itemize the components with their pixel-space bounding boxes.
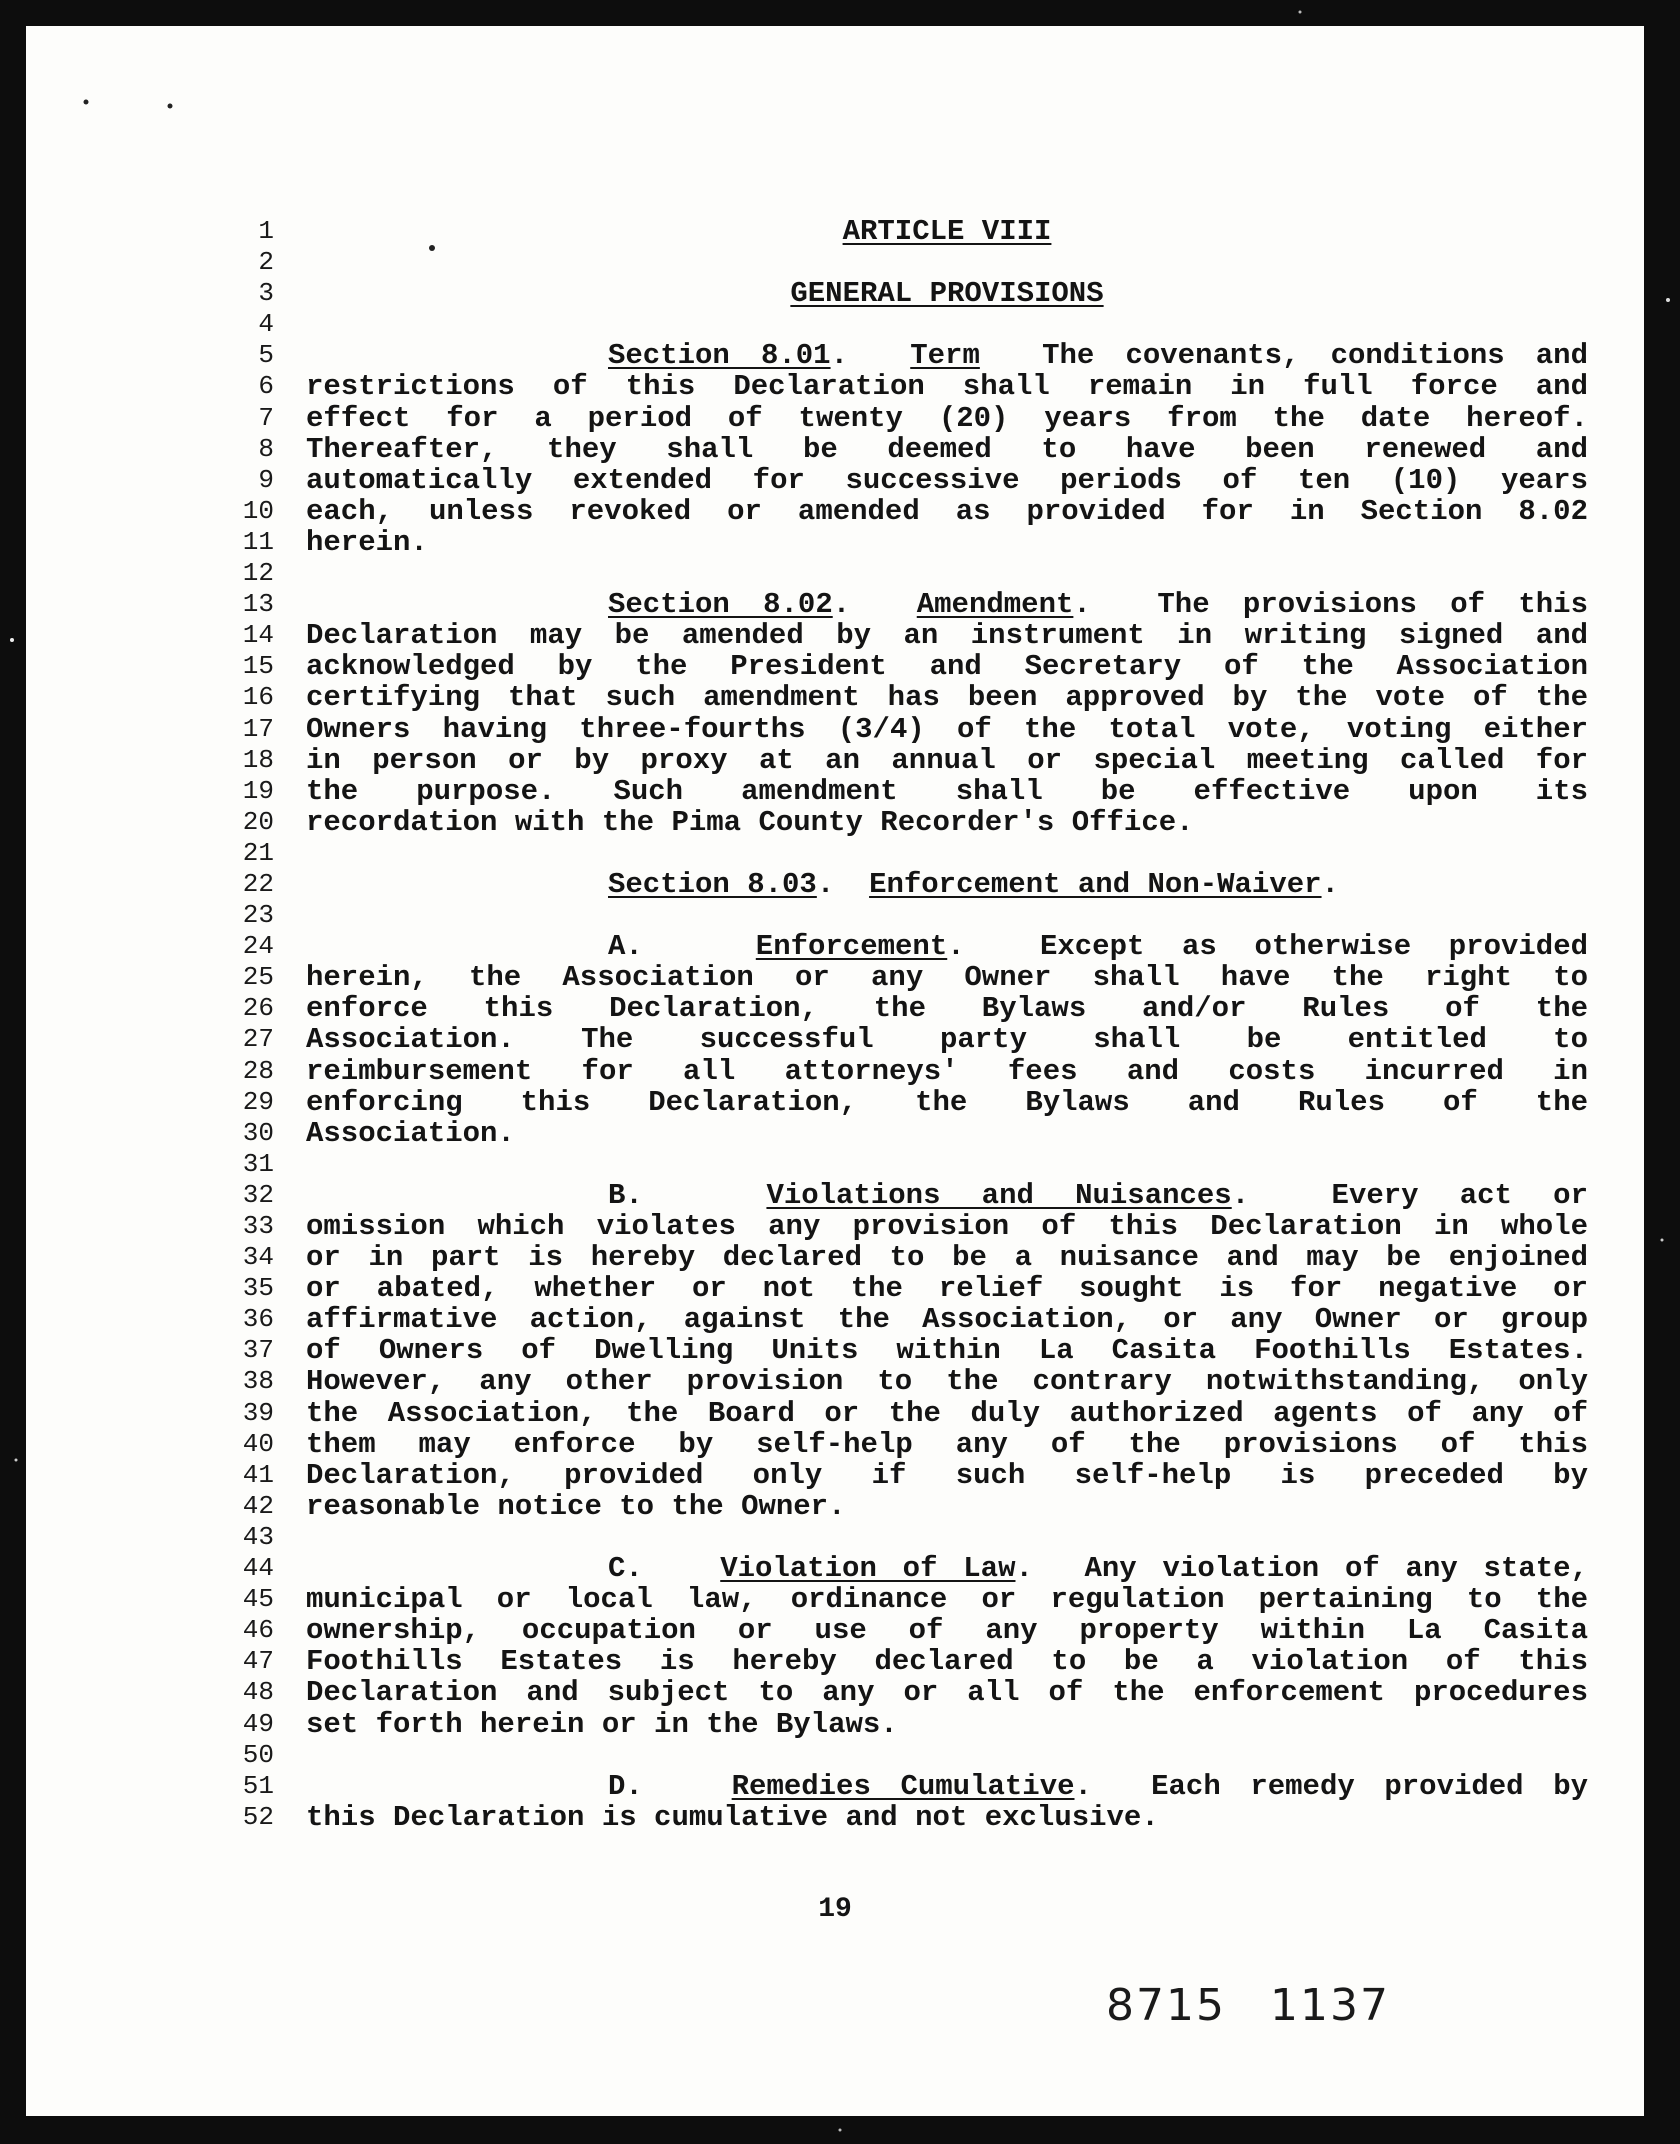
line-number: 38 — [242, 1366, 274, 1397]
line-number: 9 — [258, 464, 274, 495]
line-5 — [26, 340, 1644, 371]
text-line: affirmative action, against the Association, or any Owner or group — [306, 1303, 1588, 1337]
subsection-b-first-line: B. Violations and Nuisances. Every act or — [608, 1178, 1588, 1212]
line-number: 24 — [242, 931, 274, 962]
text-line: reimbursement for all attorneys' fees and costs incurred in — [306, 1054, 1588, 1088]
line-6 — [26, 371, 1644, 402]
line-number: 6 — [258, 371, 274, 402]
line-1 — [26, 216, 1644, 247]
section-number: Section 8.01 — [608, 339, 831, 373]
line-46 — [26, 1615, 1644, 1646]
line-number: 49 — [242, 1708, 274, 1739]
line-number: 41 — [242, 1459, 274, 1490]
text-line: Owners having three-fourths (3/4) of the total vote, voting either — [306, 712, 1588, 746]
line-number: 12 — [242, 558, 274, 589]
line-13 — [26, 589, 1644, 620]
line-3 — [26, 278, 1644, 309]
text-line: certifying that such amendment has been approved by the vote of the — [306, 681, 1588, 715]
line-9 — [26, 465, 1644, 496]
page-number: 19 — [818, 1894, 852, 1925]
line-48 — [26, 1677, 1644, 1708]
line-11 — [26, 527, 1644, 558]
line-number: 44 — [242, 1553, 274, 1584]
line-number: 23 — [242, 900, 274, 931]
line-number: 15 — [242, 651, 274, 682]
line-31 — [26, 1149, 1644, 1180]
text-line: in person or by proxy at an annual or special meeting called for — [306, 743, 1588, 777]
line-7 — [26, 403, 1644, 434]
line-number: 45 — [242, 1584, 274, 1615]
line-number: 35 — [242, 1273, 274, 1304]
line-number: 11 — [242, 526, 274, 557]
line-number: 22 — [242, 868, 274, 899]
line-21 — [26, 838, 1644, 869]
text-line: restrictions of this Declaration shall remain in full force and — [306, 370, 1588, 404]
line-number: 19 — [242, 775, 274, 806]
subsection-c-first-line: C. Violation of Law. Any violation of any state, — [608, 1552, 1588, 1586]
line-number: 16 — [242, 682, 274, 713]
text-line: enforcing this Declaration, the Bylaws and Rules of the — [306, 1085, 1588, 1119]
text-line: Association. — [306, 1116, 515, 1150]
line-42 — [26, 1491, 1644, 1522]
line-34 — [26, 1242, 1644, 1273]
line-number: 52 — [242, 1801, 274, 1832]
text-line: ownership, occupation or use of any property within La Casita — [306, 1614, 1588, 1648]
line-49 — [26, 1709, 1644, 1740]
line-2 — [26, 247, 1644, 278]
line-41 — [26, 1460, 1644, 1491]
line-number: 48 — [242, 1677, 274, 1708]
line-38 — [26, 1366, 1644, 1397]
line-number: 3 — [258, 278, 274, 309]
text-line: Declaration may be amended by an instrument in writing signed and — [306, 619, 1588, 653]
line-32 — [26, 1180, 1644, 1211]
line-number: 37 — [242, 1335, 274, 1366]
line-33 — [26, 1211, 1644, 1242]
line-47 — [26, 1646, 1644, 1677]
section-801-first-line: Section 8.01. Term The covenants, conditions and — [608, 339, 1588, 373]
subsection-a-first-line: A. Enforcement. Except as otherwise provided — [608, 930, 1588, 964]
section-title: Amendment — [916, 588, 1074, 622]
line-number: 42 — [242, 1490, 274, 1521]
text-line: Thereafter, they shall be deemed to have been renewed and — [306, 432, 1588, 466]
line-number: 26 — [242, 993, 274, 1024]
line-number: 27 — [242, 1024, 274, 1055]
text-line: Declaration, provided only if such self-help is preceded by — [306, 1458, 1588, 1492]
text-line: effect for a period of twenty (20) years from the date hereof. — [306, 401, 1588, 435]
line-number: 33 — [242, 1211, 274, 1241]
line-number: 8 — [258, 433, 274, 464]
line-number: 34 — [242, 1242, 274, 1273]
line-45 — [26, 1584, 1644, 1615]
line-number: 21 — [242, 837, 274, 868]
document-page — [26, 26, 1644, 2116]
line-19 — [26, 776, 1644, 807]
line-52 — [26, 1802, 1644, 1833]
line-number: 13 — [242, 589, 274, 620]
text-line: herein, the Association or any Owner shall have the right to — [306, 961, 1588, 995]
line-number: 46 — [242, 1615, 274, 1646]
subsection-title: Enforcement — [755, 930, 948, 964]
section-number: Section 8.03 — [608, 867, 817, 901]
text-line: or in part is hereby declared to be a nuisance and may be enjoined — [306, 1241, 1588, 1275]
line-36 — [26, 1304, 1644, 1335]
line-number: 10 — [242, 495, 274, 526]
subsection-title: Remedies Cumulative — [731, 1769, 1075, 1803]
line-number: 47 — [242, 1646, 274, 1677]
line-25 — [26, 962, 1644, 993]
line-12 — [26, 558, 1644, 589]
line-number: 43 — [242, 1521, 274, 1552]
line-20 — [26, 807, 1644, 838]
text-line: recordation with the Pima County Recorder's Office. — [306, 805, 1194, 839]
text-line: this Declaration is cumulative and not exclusive. — [306, 1800, 1159, 1834]
line-number: 31 — [242, 1148, 274, 1179]
section-title: Term — [910, 339, 980, 373]
line-14 — [26, 620, 1644, 651]
line-37 — [26, 1335, 1644, 1366]
section-802-first-line: Section 8.02. Amendment. The provisions of this — [608, 588, 1588, 622]
line-44 — [26, 1553, 1644, 1584]
line-number: 20 — [242, 806, 274, 837]
line-number: 50 — [242, 1739, 274, 1770]
subsection-title: Violation of Law — [720, 1552, 1016, 1586]
line-15 — [26, 651, 1644, 682]
line-number: 51 — [242, 1770, 274, 1801]
line-number: 30 — [242, 1117, 274, 1148]
document-body — [26, 216, 1644, 1833]
line-number: 25 — [242, 962, 274, 993]
line-24 — [26, 931, 1644, 962]
line-number: 2 — [258, 247, 274, 278]
line-51 — [26, 1771, 1644, 1802]
section-number: Section 8.02 — [608, 588, 833, 622]
text-line: or abated, whether or not the relief sought is for negative or — [306, 1272, 1588, 1306]
text-line: each, unless revoked or amended as provided for in Section 8.02 — [306, 494, 1588, 528]
line-number: 14 — [242, 620, 274, 651]
line-30 — [26, 1118, 1644, 1149]
text-line: municipal or local law, ordinance or regulation pertaining to the — [306, 1583, 1588, 1617]
line-43 — [26, 1522, 1644, 1553]
text-line: the purpose. Such amendment shall be effective upon its — [306, 774, 1588, 808]
line-number: 28 — [242, 1055, 274, 1086]
text-line: Foothills Estates is hereby declared to be a violation of this — [306, 1645, 1588, 1679]
line-50 — [26, 1740, 1644, 1771]
line-number: 39 — [242, 1397, 274, 1428]
line-10 — [26, 496, 1644, 527]
line-number: 7 — [258, 402, 274, 433]
line-number: 17 — [242, 713, 274, 744]
text-line: automatically extended for successive periods of ten (10) years — [306, 463, 1588, 497]
article-subheading: GENERAL PROVISIONS — [790, 277, 1104, 311]
line-number: 4 — [258, 309, 274, 340]
section-803-heading: Section 8.03. Enforcement and Non-Waiver. — [608, 867, 1339, 901]
text-line: of Owners of Dwelling Units within La Casita Foothills Estates. — [306, 1334, 1588, 1368]
line-29 — [26, 1087, 1644, 1118]
text-line: reasonable notice to the Owner. — [306, 1489, 846, 1523]
line-number: 36 — [242, 1304, 274, 1335]
line-number: 29 — [242, 1086, 274, 1117]
document-number: 8715 1137 — [1106, 1980, 1390, 2031]
line-22 — [26, 869, 1644, 900]
line-26 — [26, 993, 1644, 1024]
text-line: acknowledged by the President and Secretary of the Association — [306, 650, 1588, 684]
text-line: enforce this Declaration, the Bylaws and/or Rules of the — [306, 992, 1588, 1026]
text-line: However, any other provision to the contrary notwithstanding, only — [306, 1365, 1588, 1399]
line-39 — [26, 1398, 1644, 1429]
text-line: set forth herein or in the Bylaws. — [306, 1707, 898, 1741]
line-35 — [26, 1273, 1644, 1304]
line-4 — [26, 309, 1644, 340]
text-line: them may enforce by self-help any of the provisions of this — [306, 1427, 1588, 1461]
subsection-d-first-line: D. Remedies Cumulative. Each remedy provided by — [608, 1769, 1588, 1803]
subsection-title: Violations and Nuisances — [766, 1178, 1232, 1212]
article-heading: ARTICLE VIII — [842, 215, 1052, 248]
line-23 — [26, 900, 1644, 931]
text-line: Declaration and subject to any or all of the enforcement procedures — [306, 1676, 1588, 1710]
line-40 — [26, 1429, 1644, 1460]
line-17 — [26, 714, 1644, 745]
text-line: herein. — [306, 525, 428, 559]
text-line: the Association, the Board or the duly authorized agents of any of — [306, 1396, 1588, 1430]
line-number: 18 — [242, 744, 274, 775]
line-number: 40 — [242, 1428, 274, 1459]
line-number: 1 — [258, 216, 274, 246]
line-number: 32 — [242, 1179, 274, 1210]
line-number: 5 — [258, 340, 274, 371]
text-line: Association. The successful party shall be entitled to — [306, 1023, 1588, 1057]
line-27 — [26, 1024, 1644, 1055]
line-8 — [26, 434, 1644, 465]
line-28 — [26, 1056, 1644, 1087]
section-title: Enforcement and Non-Waiver — [869, 867, 1322, 901]
line-18 — [26, 745, 1644, 776]
line-16 — [26, 682, 1644, 713]
text-line: omission which violates any provision of this Declaration in whole — [306, 1210, 1588, 1243]
